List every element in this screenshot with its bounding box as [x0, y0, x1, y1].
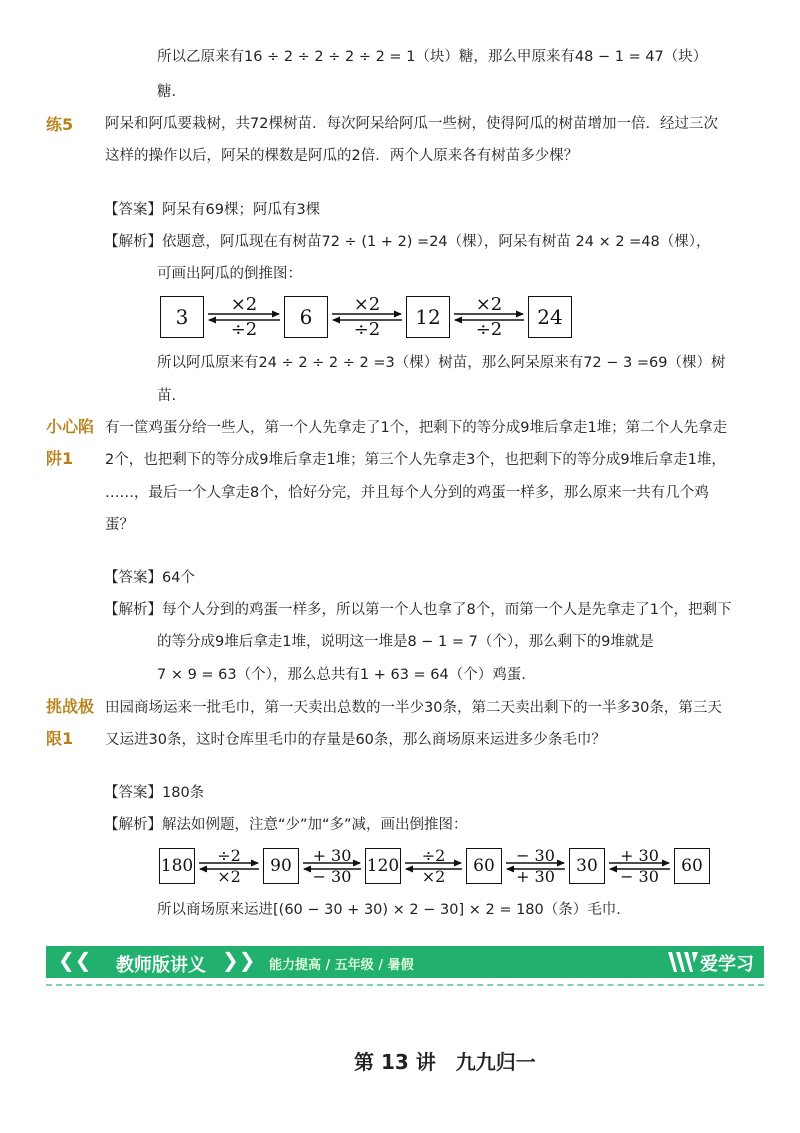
- diagram-box: 30: [569, 848, 605, 884]
- diagram-op-top: + 30: [312, 846, 352, 865]
- diagram-op-top: ÷2: [217, 846, 241, 865]
- diagram-box: 24: [528, 296, 572, 338]
- diagram-op-bottom: + 30: [516, 867, 555, 886]
- trap-tag: 阱1: [46, 449, 74, 468]
- analysis-line: 所以商场原来运进[(60 − 30 + 30) × 2 − 30] × 2 = 180（条）毛巾.: [157, 902, 621, 918]
- analysis-line: 苗.: [157, 388, 177, 404]
- diagram-op-bottom: ÷2: [353, 319, 381, 340]
- diagram-op-top: ×2: [353, 294, 381, 315]
- analysis-line: [104, 598, 731, 619]
- diagram-arrows: [303, 859, 361, 873]
- top-line-2: 糖.: [157, 84, 177, 100]
- analysis-text: 依题意，阿瓜现在有树苗72 ÷ (1 + 2) =24（棵），阿呆有树苗 24 × 2 =48（棵），: [162, 234, 711, 250]
- double-chevron-left-icon: ❮❮: [58, 948, 92, 972]
- question-line: 有一筐鸡蛋分给一些人，第一个人先拿走了1个，把剩下的等分成9堆后拿走1堆；第二个人先拿走: [105, 420, 728, 436]
- analysis-line: 的等分成9堆后拿走1堆，说明这一堆是8 − 1 = 7（个），那么剩下的9堆就是: [157, 634, 654, 650]
- brand-logo-icon: [666, 949, 700, 979]
- analysis-tag: 【解析】: [104, 234, 162, 250]
- diagram-box: 3: [160, 296, 204, 338]
- question-line: ……，最后一个人拿走8个，恰好分完，并且每个人分到的鸡蛋一样多，那么原来一共有几个鸡: [105, 485, 709, 501]
- analysis-line: [104, 813, 468, 834]
- analysis-line: 可画出阿瓜的倒推图：: [157, 266, 302, 282]
- diagram-box: 180: [159, 848, 195, 884]
- analysis-line: 所以阿瓜原来有24 ÷ 2 ÷ 2 ÷ 2 =3（棵）树苗，那么阿呆原来有72 − 3 =69（棵）树: [157, 355, 726, 371]
- analysis-text: 解法如例题，注意“少”加“多”减，画出倒推图：: [162, 817, 468, 833]
- analysis-text: 每个人分到的鸡蛋一样多，所以第一个人也拿了8个，而第一个人是先拿走了1个，把剩下: [162, 602, 732, 618]
- answer-text: 180条: [162, 785, 205, 801]
- chapter-title: 第 13 讲 九九归一: [354, 1050, 536, 1074]
- diagram-box: 6: [284, 296, 328, 338]
- diagram-box: 60: [674, 848, 710, 884]
- trap-tag: 小心陷: [46, 417, 95, 436]
- diagram-arrows: [405, 859, 462, 873]
- answer-line: [104, 198, 320, 219]
- footer-banner: [46, 946, 764, 978]
- banner-breadcrumb: 能力提高 / 五年级 / 暑假: [269, 958, 414, 973]
- diagram-op-bottom: ×2: [217, 867, 241, 886]
- analysis-line: 7 × 9 = 63（个），那么总共有1 + 63 = 64（个）鸡蛋.: [157, 667, 526, 683]
- diagram-box: 60: [466, 848, 502, 884]
- diagram-op-bottom: ÷2: [475, 319, 503, 340]
- banner-title: 教师版讲义: [116, 955, 206, 976]
- challenge-tag: 限1: [46, 729, 74, 748]
- diagram-arrows: [609, 859, 670, 873]
- diagram-box: 90: [263, 848, 299, 884]
- answer-line: [104, 781, 204, 802]
- challenge-tag: 挑战极: [46, 697, 95, 716]
- diagram-box: 120: [365, 848, 401, 884]
- question-line: 蛋？: [105, 517, 134, 533]
- analysis-tag: 【解析】: [104, 602, 162, 618]
- analysis-tag: 【解析】: [104, 817, 162, 833]
- question-line: 阿呆和阿瓜要栽树，共72棵树苗．每次阿呆给阿瓜一些树，使得阿瓜的树苗增加一倍．经过三次: [105, 116, 718, 132]
- diagram-arrows: [454, 310, 524, 324]
- question-line: 又运进30条，这时仓库里毛巾的存量是60条，那么商场原来运进多少条毛巾？: [105, 732, 606, 748]
- exercise-tag: 练5: [46, 115, 74, 134]
- answer-tag: 【答案】: [104, 570, 162, 586]
- answer-tag: 【答案】: [104, 202, 162, 218]
- diagram-op-bottom: ÷2: [230, 319, 258, 340]
- answer-tag: 【答案】: [104, 785, 162, 801]
- brand-name: 爱学习: [700, 954, 754, 975]
- diagram-op-top: ×2: [230, 294, 258, 315]
- top-line-1: 所以乙原来有16 ÷ 2 ÷ 2 ÷ 2 ÷ 2 = 1（块）糖，那么甲原来有48 − 1 = 47（块）: [157, 49, 708, 65]
- diagram-op-bottom: ×2: [421, 867, 446, 886]
- analysis-line: [104, 230, 711, 251]
- question-line: 2个，也把剩下的等分成9堆后拿走1堆；第三个人先拿走3个，也把剩下的等分成9堆后拿走1堆，: [105, 452, 726, 468]
- diagram-arrows: [332, 310, 402, 324]
- diagram-op-bottom: − 30: [312, 867, 352, 886]
- double-chevron-right-icon: ❯❯: [222, 948, 256, 972]
- divider: [46, 984, 764, 986]
- diagram-op-top: ×2: [475, 294, 503, 315]
- question-line: 这样的操作以后，阿呆的棵数是阿瓜的2倍．两个人原来各有树苗多少棵？: [105, 148, 579, 164]
- answer-text: 64个: [162, 570, 195, 586]
- diagram-arrows: [199, 859, 259, 873]
- diagram-box: 12: [406, 296, 450, 338]
- diagram-arrows: [506, 859, 565, 873]
- diagram-op-top: + 30: [620, 846, 659, 865]
- question-line: 田园商场运来一批毛巾，第一天卖出总数的一半少30条，第二天卖出剩下的一半多30条，第三天: [105, 700, 722, 716]
- answer-line: [104, 566, 195, 587]
- diagram-op-top: − 30: [516, 846, 555, 865]
- diagram-arrows: [208, 310, 280, 324]
- diagram-op-bottom: − 30: [620, 867, 659, 886]
- diagram-op-top: ÷2: [421, 846, 446, 865]
- answer-text: 阿呆有69棵；阿瓜有3棵: [162, 202, 321, 218]
